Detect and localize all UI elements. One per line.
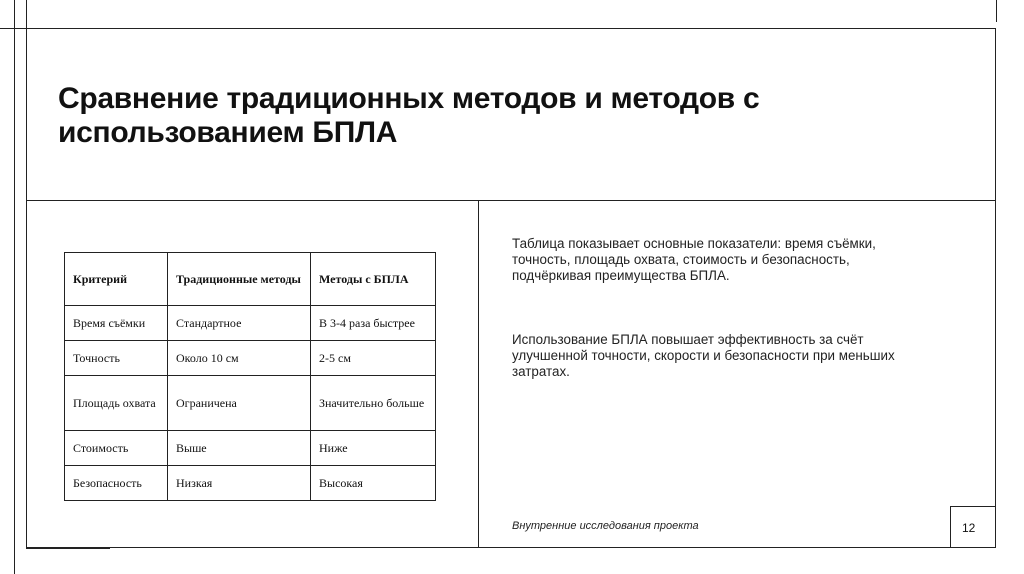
- frame-top-line: [0, 28, 996, 29]
- frame-bottom-line: [26, 547, 996, 548]
- table-cell: Около 10 см: [168, 341, 311, 376]
- table-cell: Точность: [65, 341, 168, 376]
- table-cell: Ограничена: [168, 376, 311, 431]
- pagenum-box-left-line: [950, 506, 951, 548]
- table-cell: Стоимость: [65, 431, 168, 466]
- table-row: [65, 466, 436, 501]
- table-cell: Площадь охвата: [65, 376, 168, 431]
- table-row: [65, 431, 436, 466]
- table-cell: Значительно больше: [311, 376, 436, 431]
- header-divider-line: [26, 200, 996, 201]
- table-cell: В 3-4 раза быстрее: [311, 306, 436, 341]
- left-edge-tick: [14, 0, 15, 574]
- pagenum-box-top-line: [950, 506, 996, 507]
- top-right-tick: [996, 0, 997, 22]
- table-row: [65, 376, 436, 431]
- bottom-left-tick: [26, 548, 110, 549]
- header-uav: Методы с БПЛА: [311, 253, 436, 306]
- table-row: [65, 306, 436, 341]
- table-cell: Безопасность: [65, 466, 168, 501]
- column-divider-line: [478, 200, 479, 548]
- comparison-table: [64, 252, 436, 501]
- table-cell: 2-5 см: [311, 341, 436, 376]
- table-cell: Высокая: [311, 466, 436, 501]
- table-header-row: [65, 253, 436, 306]
- frame-left-line: [26, 0, 27, 548]
- frame-right-line: [995, 28, 996, 548]
- table-cell: Низкая: [168, 466, 311, 501]
- conclusion-paragraph: Использование БПЛА повышает эффективность за счёт улучшенной точности, скорости и безопасности при меньших затратах.: [512, 332, 895, 379]
- header-traditional: Традиционные методы: [168, 253, 311, 306]
- table-row: [65, 341, 436, 376]
- header-criterion: Критерий: [65, 253, 168, 306]
- table-cell: Ниже: [311, 431, 436, 466]
- page-number: 12: [962, 521, 976, 535]
- footer-source: Внутренние исследования проекта: [512, 520, 699, 532]
- slide-title: Сравнение традиционных методов и методов с использованием БПЛА: [58, 82, 760, 149]
- description-paragraph: Таблица показывает основные показатели: время съёмки, точность, площадь охвата, стоимость и безопасность, подчёркивая преимущества БПЛА.: [512, 236, 876, 283]
- table-cell: Выше: [168, 431, 311, 466]
- table-cell: Стандартное: [168, 306, 311, 341]
- table-cell: Время съёмки: [65, 306, 168, 341]
